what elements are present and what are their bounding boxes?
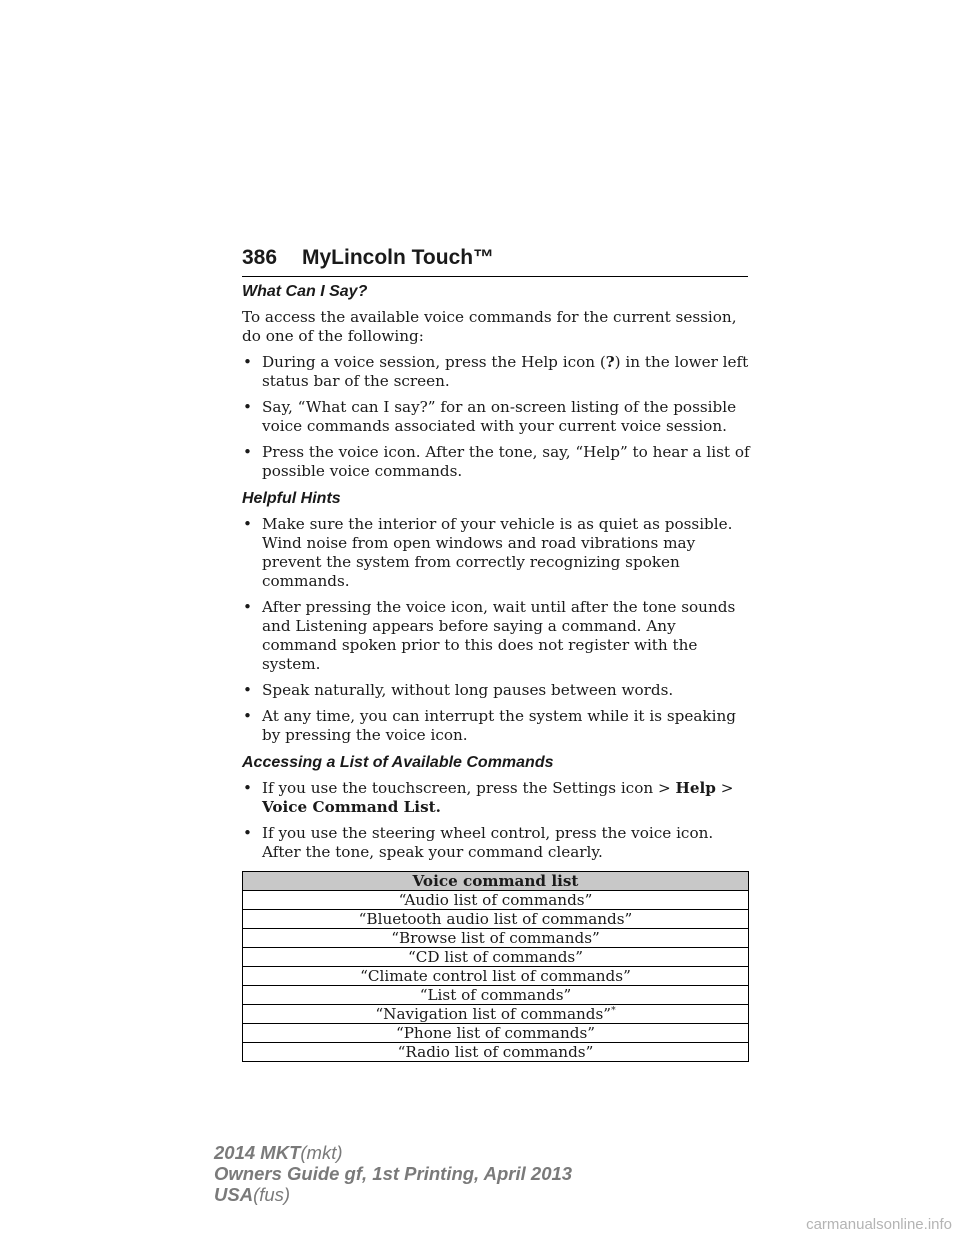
- list-item: [242, 443, 752, 481]
- voice-command-table: [242, 871, 749, 1062]
- section-title: MyLincoln Touch™: [302, 246, 495, 269]
- list-item: [242, 681, 752, 700]
- print-footer: [214, 1142, 572, 1205]
- bullet-text: Speak naturally, without long pauses between words.: [262, 681, 674, 699]
- footer-line-market: [214, 1184, 572, 1205]
- bullet-text: During a voice session, press the Help icon (: [262, 353, 606, 371]
- list-item: [242, 779, 752, 817]
- heading-helpful-hints: Helpful Hints: [242, 490, 341, 507]
- bullet-icon: •: [243, 779, 252, 797]
- table-cell: “Browse list of commands”: [243, 929, 749, 948]
- bullet-text: If you use the touchscreen, press the Settings icon >: [262, 779, 676, 797]
- table-row: [243, 891, 749, 910]
- bullet-text: At any time, you can interrupt the system while it is speaking by pressing the voice icon.: [262, 707, 736, 744]
- table-row: [243, 1024, 749, 1043]
- table-row: [243, 967, 749, 986]
- table-row: [243, 948, 749, 967]
- list-item: [242, 515, 752, 591]
- bullet-text: After pressing the voice icon, wait until after the tone sounds and Listening appears before saying a command. Any command spoken prior to this does not register with the system.: [262, 598, 736, 673]
- table-cell: “Climate control list of commands”: [243, 967, 749, 986]
- bullet-icon: •: [243, 824, 252, 842]
- footer-market-code: (fus): [253, 1184, 291, 1205]
- list-item: [242, 707, 752, 745]
- table-cell: “Phone list of commands”: [243, 1024, 749, 1043]
- table-row: [243, 986, 749, 1005]
- page-header: [242, 246, 748, 277]
- footnote-marker: *: [611, 1005, 616, 1016]
- table-row: [243, 1005, 749, 1024]
- footer-line-guide: [214, 1163, 572, 1184]
- table-cell: “Radio list of commands”: [243, 1043, 749, 1062]
- menu-help: Help: [675, 779, 716, 797]
- footer-guide: Owners Guide gf, 1st Printing, April 2013: [214, 1163, 573, 1184]
- footer-model-code: (mkt): [300, 1142, 343, 1163]
- page-number: 386: [242, 246, 278, 269]
- menu-separator: >: [715, 779, 734, 797]
- page-content: [242, 282, 752, 1062]
- bullet-text: If you use the steering wheel control, press the voice icon. After the tone, speak your command clearly.: [262, 824, 714, 861]
- table-row: [243, 910, 749, 929]
- menu-voice-command-list: Voice Command List.: [262, 798, 441, 816]
- bullet-icon: •: [243, 707, 252, 725]
- heading-what-can-i-say: What Can I Say?: [242, 283, 368, 300]
- what-can-i-say-list: [242, 353, 752, 481]
- bullet-text: Say, “What can I say?” for an on-screen listing of the possible voice commands associated with your current voice session.: [262, 398, 737, 435]
- table-header: Voice command list: [243, 872, 749, 891]
- table-row: [243, 1043, 749, 1062]
- list-item: [242, 824, 752, 862]
- bullet-icon: •: [243, 681, 252, 699]
- bullet-icon: •: [243, 398, 252, 416]
- table-cell-text: “Navigation list of commands”: [375, 1005, 612, 1023]
- help-question-icon: ?: [605, 353, 615, 371]
- watermark-text: carmanualsonline.info: [806, 1216, 952, 1233]
- bullet-text: Press the voice icon. After the tone, say, “Help” to hear a list of possible voice commands.: [262, 443, 750, 480]
- table-cell: “Bluetooth audio list of commands”: [243, 910, 749, 929]
- table-cell: [243, 1005, 749, 1024]
- bullet-text: Make sure the interior of your vehicle is as quiet as possible. Wind noise from open windows and road vibrations may prevent the system from correctly recognizing spoken commands.: [262, 515, 733, 590]
- heading-accessing-list: Accessing a List of Available Commands: [242, 754, 554, 771]
- intro-paragraph: To access the available voice commands for the current session, do one of the following:: [242, 308, 737, 345]
- list-item: [242, 353, 752, 391]
- footer-market: USA: [214, 1184, 254, 1205]
- footer-model: 2014 MKT: [214, 1142, 301, 1163]
- accessing-list: [242, 779, 752, 862]
- table-row: [243, 929, 749, 948]
- bullet-icon: •: [243, 515, 252, 533]
- bullet-icon: •: [243, 443, 252, 461]
- list-item: [242, 398, 752, 436]
- table-cell: “List of commands”: [243, 986, 749, 1005]
- bullet-icon: •: [243, 598, 252, 616]
- table-cell: “Audio list of commands”: [243, 891, 749, 910]
- bullet-icon: •: [243, 353, 252, 371]
- bullet-text: ) in the lower left status bar of the screen.: [262, 353, 749, 390]
- table-header-row: [243, 872, 749, 891]
- table-cell: “CD list of commands”: [243, 948, 749, 967]
- helpful-hints-list: [242, 515, 752, 745]
- list-item: [242, 598, 752, 674]
- footer-line-model: [214, 1142, 572, 1163]
